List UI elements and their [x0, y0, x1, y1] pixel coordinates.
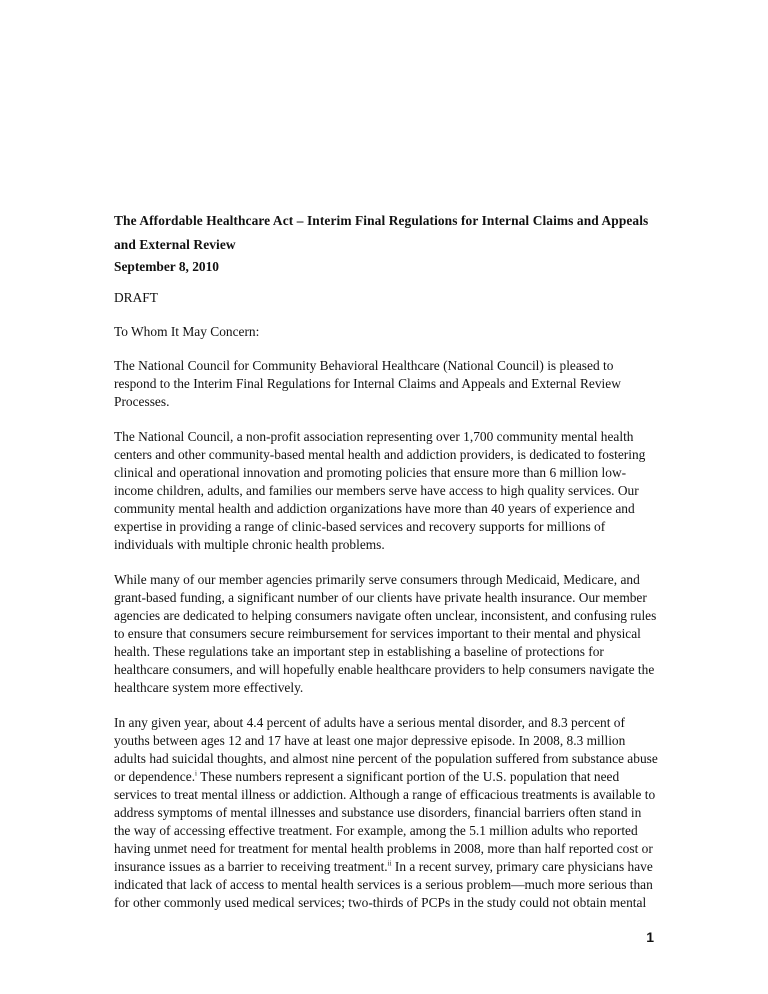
footnote-marker-i: i: [195, 769, 197, 778]
salutation: To Whom It May Concern:: [114, 324, 260, 339]
draft-label: DRAFT: [114, 290, 158, 305]
statistics-text-part-2: These numbers represent a significant portion of the U.S. population that need services to treat mental illness or addiction. Although a range of efficacious treatments is available to address symptoms of mental illnesses and substance use disorders, financial barriers often stand in the way of accessing effective treatment. For example, among the 5.1 million adults who reported having unmet need for treatment for mental health problems in 2008, more than half reported cost or insurance issues as a barrier to receiving treatment.: [114, 769, 656, 874]
paragraph-about-council: The National Council, a non-profit association representing over 1,700 community mental health centers and other community-based mental health and addiction providers, is dedicated to fostering clinical and operational innovation and promoting policies that ensure more than 6 million low-income children, adults, and families our members serve have access to high quality services. Our community mental health and addiction organizations have more than 40 years of experience and expertise in providing a range of clinic-based services and recovery supports for millions of individuals with multiple chronic health problems.: [114, 429, 646, 552]
paragraph-intro: The National Council for Community Behavioral Healthcare (National Council) is pleased to respond to the Interim Final Regulations for Internal Claims and Appeals and External Review Processes.: [114, 358, 621, 409]
page-number: 1: [646, 929, 654, 945]
paragraph-member-agencies: While many of our member agencies primarily serve consumers through Medicaid, Medicare, and grant-based funding, a significant number of our clients have private health insurance. Our member agencies are dedicated to helping consumers navigate often unclear, inconsistent, and confusing rules to ensure that consumers secure reimbursement for services important to their mental and physical health. These regulations take an important step in establishing a baseline of protections for healthcare consumers, and will hopefully enable healthcare providers to help consumers navigate the healthcare system more effectively.: [114, 572, 657, 695]
statistics-text-part-1: In any given year, about 4.4 percent of adults have a serious mental disorder, and 8.3 percent of youths between ages 12 and 17 have at least one major depressive episode. In 2008, 8.3 million adults had suicidal thoughts, and almost nine percent of the population suffered from substance abuse or dependence.: [114, 715, 658, 784]
statistics-text-part-3: In a recent survey, primary care physicians have indicated that lack of access to mental health services is a serious problem—much more serious than for other commonly used medical services; two-thirds of PCPs in the study could not obtain mental: [114, 859, 653, 910]
document-date: September 8, 2010: [114, 259, 220, 274]
paragraph-statistics: [114, 714, 659, 912]
document-body: [114, 209, 659, 929]
document-title: The Affordable Healthcare Act – Interim Final Regulations for Internal Claims and Appeals and External Review: [114, 213, 649, 252]
footnote-marker-ii: ii: [387, 859, 392, 868]
